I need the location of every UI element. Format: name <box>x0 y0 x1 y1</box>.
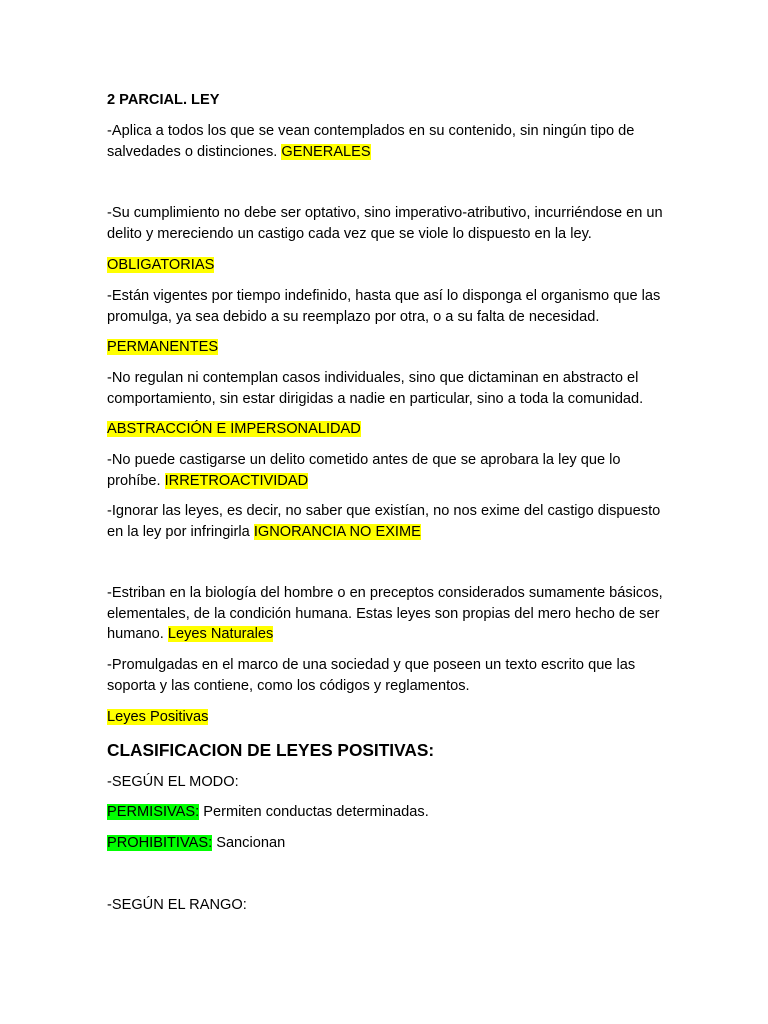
highlight-leyes-positivas: Leyes Positivas <box>107 709 209 725</box>
item-permisivas <box>107 802 667 823</box>
subheading-rango: -SEGÚN EL RANGO: <box>107 897 247 913</box>
section-heading: CLASIFICACION DE LEYES POSITIVAS: <box>107 740 435 760</box>
highlight-abstraccion: ABSTRACCIÓN E IMPERSONALIDAD <box>107 421 361 437</box>
paragraph-irretroactividad <box>107 450 667 491</box>
paragraph-ignorancia <box>107 501 667 542</box>
highlight-permanentes: PERMANENTES <box>107 339 219 355</box>
highlight-leyes-naturales: Leyes Naturales <box>167 626 274 642</box>
paragraph-leyes-naturales <box>107 583 667 645</box>
highlight-obligatorias: OBLIGATORIAS <box>107 257 215 273</box>
highlight-permisivas: PERMISIVAS: <box>107 804 200 820</box>
paragraph-obligatorias: -Su cumplimiento no debe ser optativo, sino imperativo-atributivo, incurriéndose en un delito y mereciendo un castigo cada vez que se viole lo dispuesto en la ley. <box>107 205 663 242</box>
item-prohibitivas <box>107 833 667 854</box>
highlight-prohibitivas: PROHIBITIVAS: <box>107 835 213 851</box>
paragraph-generales <box>107 121 667 162</box>
tag-permanentes-line <box>107 337 667 358</box>
paragraph-permanentes: -Están vigentes por tiempo indefinido, hasta que así lo disponga el organismo que las promulga, ya sea debido a su reemplazo por otra, o a su falta de necesidad. <box>107 288 661 325</box>
paragraph-leyes-positivas: -Promulgadas en el marco de una sociedad y que poseen un texto escrito que las soporta y las contiene, como los códigos y reglamentos. <box>107 657 636 694</box>
paragraph-text: -Aplica a todos los que se vean contemplados en su contenido, sin ningún tipo de salvedades o distinciones. <box>107 123 635 160</box>
document-title: 2 PARCIAL. LEY <box>107 92 220 108</box>
item-text: Permiten conductas determinadas. <box>199 804 429 820</box>
highlight-generales: GENERALES <box>281 143 371 160</box>
paragraph-abstraccion: -No regulan ni contemplan casos individuales, sino que dictaminan en abstracto el comportamiento, sin estar dirigidas a nadie en particular, sino a toda la comunidad. <box>107 370 644 407</box>
highlight-irretroactividad: IRRETROACTIVIDAD <box>164 472 309 489</box>
paragraph-text: -Estriban en la biología del hombre o en preceptos considerados sumamente básicos, elementales, de la condición humana. Estas leyes son propias del mero hecho de ser humano. <box>107 585 663 642</box>
tag-abstraccion-line <box>107 419 667 440</box>
highlight-ignorancia: IGNORANCIA NO EXIME <box>253 523 421 540</box>
tag-obligatorias-line <box>107 255 667 276</box>
subheading-modo: -SEGÚN EL MODO: <box>107 774 239 790</box>
paragraph-text: -No puede castigarse un delito cometido antes de que se aprobara la ley que lo prohíbe. <box>107 452 621 489</box>
tag-leyes-positivas-line <box>107 707 667 728</box>
paragraph-text: -Ignorar las leyes, es decir, no saber que existían, no nos exime del castigo dispuesto en la ley por infringirla <box>107 503 661 540</box>
item-text: Sancionan <box>212 835 286 851</box>
